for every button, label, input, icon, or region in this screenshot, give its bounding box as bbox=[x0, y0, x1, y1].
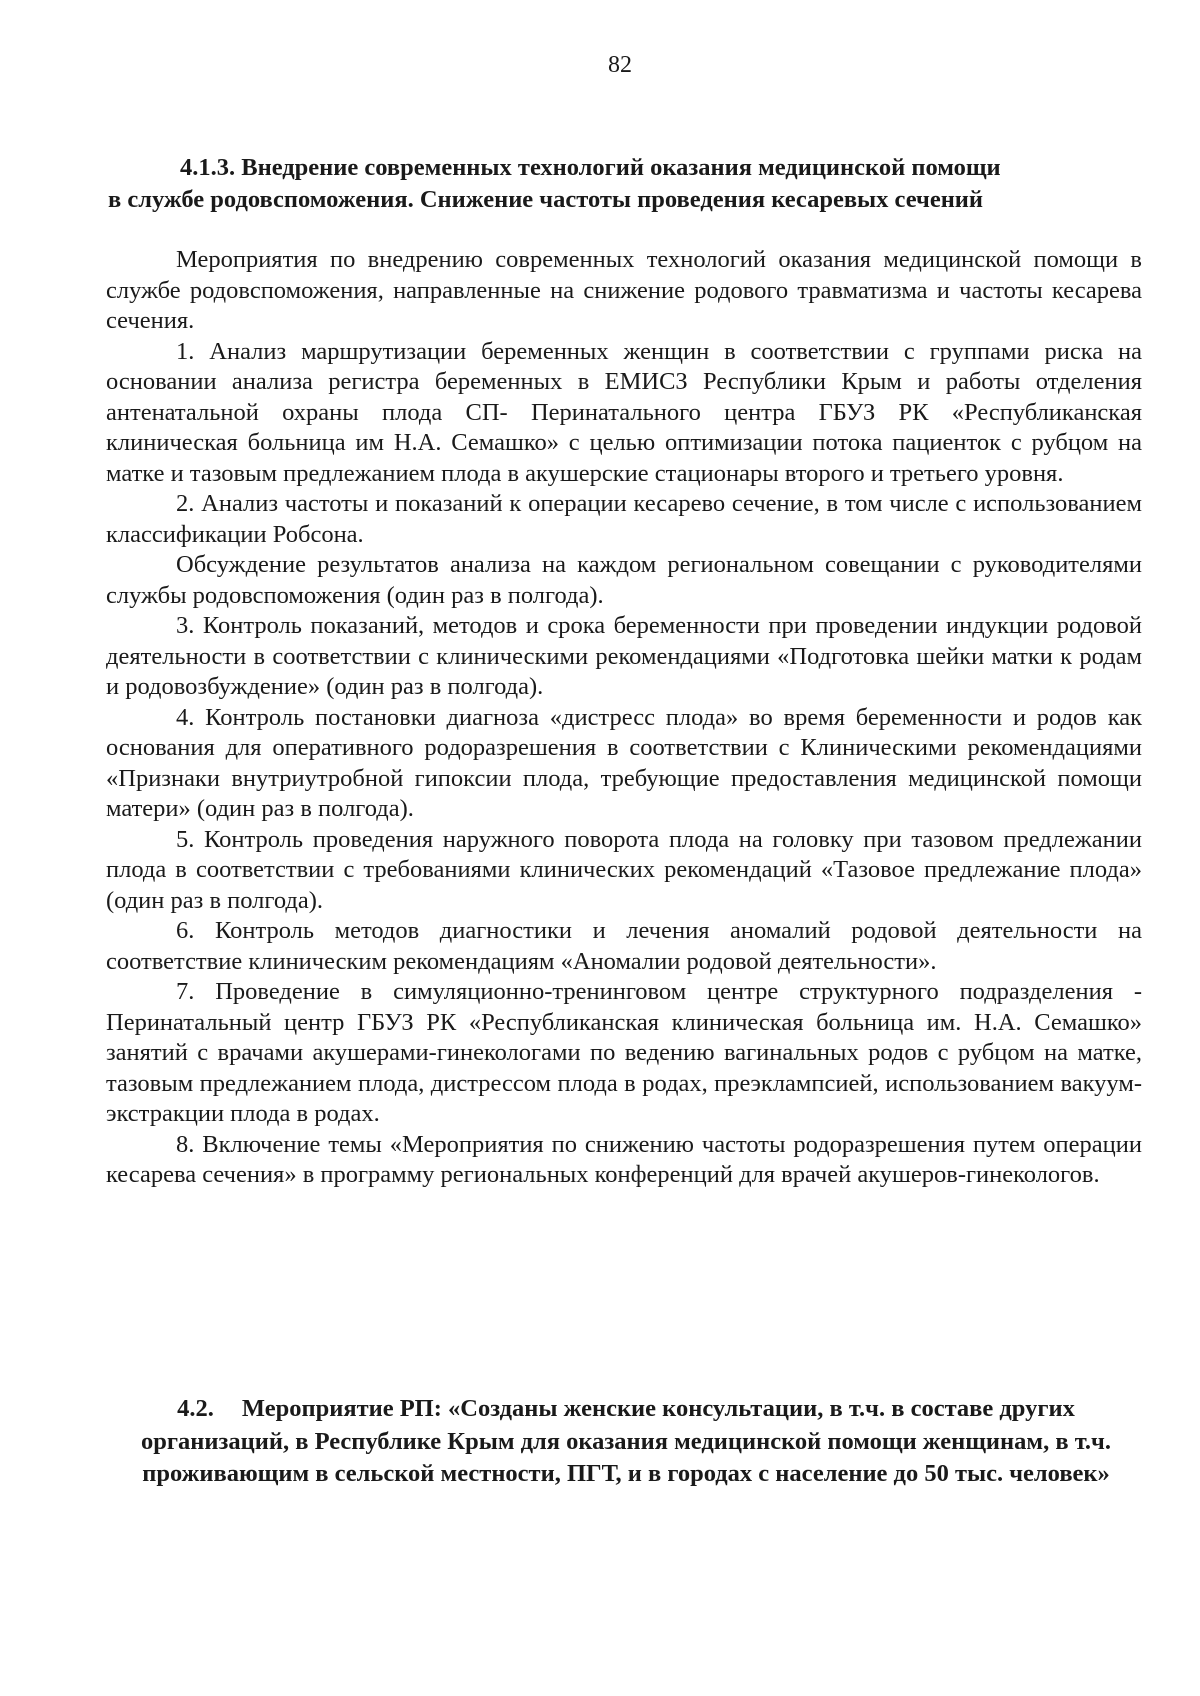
list-item-6: 6. Контроль методов диагностики и лечения аномалий родовой деятельности на соответствие клиническим рекомендациям «Аномалии родовой деятельности». bbox=[106, 917, 1142, 975]
section-heading-4-1-3 bbox=[108, 152, 1138, 216]
list-item-1: 1. Анализ маршрутизации беременных женщин в соответствии с группами риска на основании анализа регистра беременных в ЕМИСЗ Республики Крым и работы отделения антенатальной охраны плода СП- Перинатального центра ГБУЗ РК «Республиканская клиническая больница им Н.А. Семашко» с целью оптимизации потока пациенток с рубцом на матке и тазовым предлежанием плода в акушерские стационары второго и третьего уровня. bbox=[106, 337, 1142, 487]
page-number: 82 bbox=[608, 52, 632, 78]
list-item-4: 4. Контроль постановки диагноза «дистресс плода» во время беременности и родов как основания для оперативного родоразрешения в соответствии с Клиническими рекомендациями «Признаки внутриутробной гипоксии плода, требующие предоставления медицинской помощи матери» (один раз в полгода). bbox=[106, 703, 1142, 822]
list-item-3: 3. Контроль показаний, методов и срока беременности при проведении индукции родовой деятельности в соответствии с клиническими рекомендациями «Подготовка шейки матки к родам и родовозбуждение» (один раз в полгода). bbox=[106, 612, 1142, 700]
list-item-8: 8. Включение темы «Мероприятия по снижению частоты родоразрешения путем операции кесарева сечения» в программу региональных конференций для врачей акушеров-гинекологов. bbox=[106, 1130, 1142, 1188]
section-title: Мероприятие РП: «Созданы женские консультации, в т.ч. в составе других организаций, в Республике Крым для оказания медицинской помощи женщинам, в т.ч. проживающим в сельской местности, ПГТ, и в городах с население до 50 тыс. человек» bbox=[141, 1395, 1111, 1487]
intro-paragraph: Мероприятия по внедрению современных технологий оказания медицинской помощи в службе родовспоможения, направленные на снижение родового травматизма и частоты кесарева сечения. bbox=[106, 246, 1142, 334]
section-heading-line-2: в службе родовспоможения. Снижение частоты проведения кесаревых сечений bbox=[108, 186, 984, 213]
section-number: 4.2. bbox=[177, 1395, 214, 1422]
list-item-2: 2. Анализ частоты и показаний к операции кесарево сечение, в том числе с использованием классификации Робсона. bbox=[106, 490, 1142, 548]
section-body bbox=[106, 245, 1142, 1191]
section-heading-4-2 bbox=[108, 1393, 1144, 1491]
discussion-paragraph: Обсуждение результатов анализа на каждом региональном совещании с руководителями службы родовспоможения (один раз в полгода). bbox=[106, 551, 1142, 609]
list-item-5: 5. Контроль проведения наружного поворота плода на головку при тазовом предлежании плода в соответствии с требованиями клинических рекомендаций «Тазовое предлежание плода» (один раз в полгода). bbox=[106, 825, 1142, 914]
section-heading-line-1: 4.1.3. Внедрение современных технологий оказания медицинской помощи bbox=[180, 154, 1001, 181]
list-item-7: 7. Проведение в симуляционно-тренинговом центре структурного подразделения - Перинатальный центр ГБУЗ РК «Республиканская клиническая больница им. Н.А. Семашко» занятий с врачами акушерами-гинекологами по ведению вагинальных родов с рубцом на матке, тазовым предлежанием плода, дистрессом плода в родах, преэклампсией, использованием вакуум-экстракции плода в родах. bbox=[106, 978, 1142, 1127]
